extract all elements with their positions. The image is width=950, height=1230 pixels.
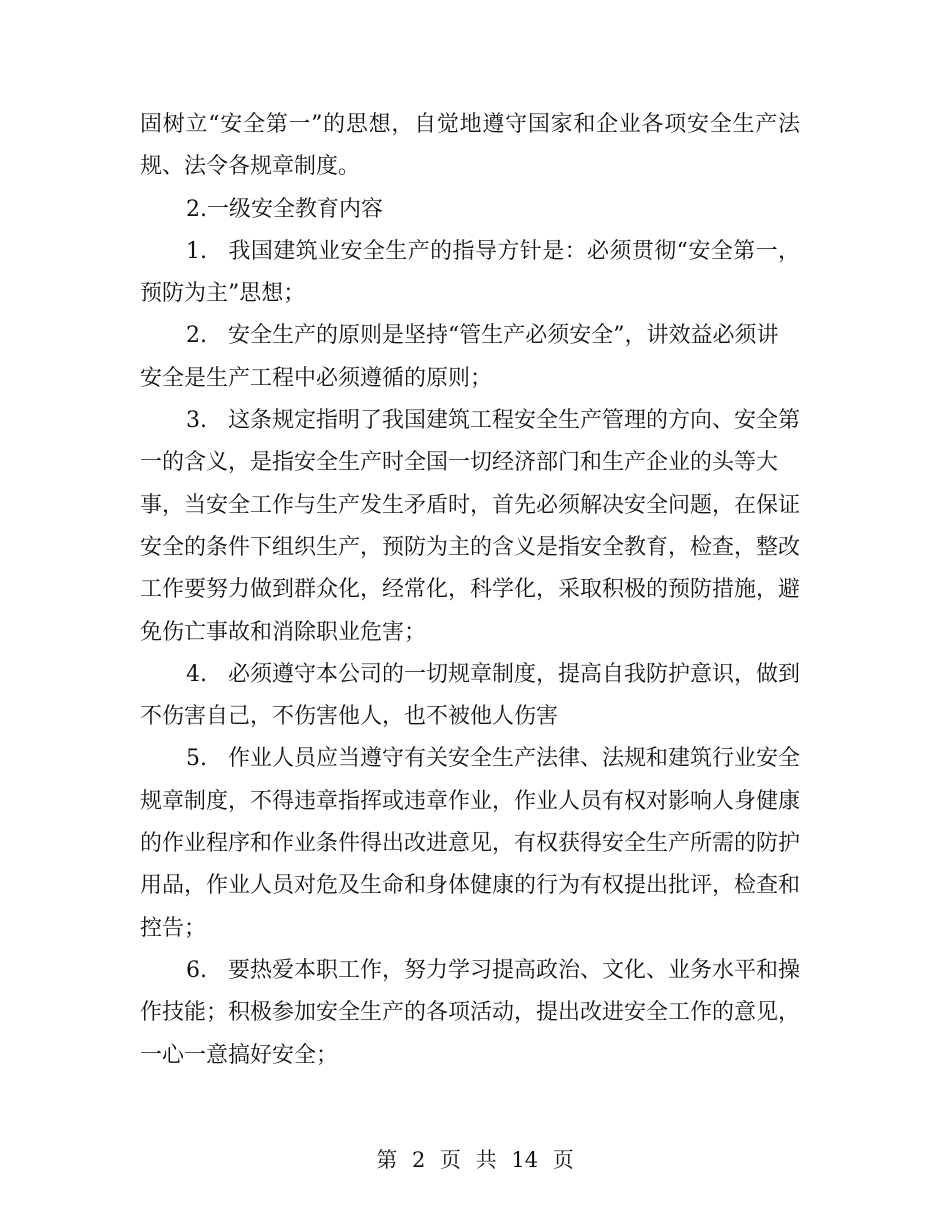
item-number: 6. [186, 957, 207, 983]
text-line: 规、法令各规章制度。 [140, 154, 361, 180]
text-line: 固树立“安全第一”的思想，自觉地遵守国家和企业各项安全生产法 [140, 112, 800, 137]
text-line: 免伤亡事故和消除职业危害； [140, 619, 427, 645]
item-text: 要热爱本职工作，努力学习提高政治、文化、业务水平和操 [228, 957, 801, 983]
text-line: 安全是生产工程中必须遵循的原则； [140, 365, 493, 391]
item-text: 这条规定指明了我国建筑工程安全生产管理的方向、安全第 [228, 408, 801, 434]
item-text: 安全生产的原则是坚持“管生产必须安全”，讲效益必须讲 [228, 323, 779, 349]
text-line: 工作要努力做到群众化，经常化，科学化，采取积极的预防措施，避 [140, 577, 801, 603]
document-body [140, 104, 800, 1077]
text-line: 控告； [140, 915, 207, 941]
text-line: 一心一意搞好安全； [140, 1042, 339, 1068]
list-item-2-line [140, 315, 800, 357]
item-text: 必须遵守本公司的一切规章制度，提高自我防护意识，做到 [228, 661, 801, 687]
list-item-4-line [140, 654, 800, 696]
text-line: 的作业程序和作业条件得出改进意见，有权获得安全生产所需的防护 [140, 831, 801, 857]
text-line: 规章制度，不得违章指挥或违章作业，作业人员有权对影响人身健康 [140, 788, 801, 814]
list-item-5-line [140, 738, 800, 780]
section-heading: 2.一级安全教育内容 [186, 196, 383, 222]
item-text: 作业人员应当遵守有关安全生产法律、法规和建筑行业安全 [228, 746, 801, 772]
text-line: 预防为主”思想； [140, 281, 306, 307]
text-line: 事，当安全工作与生产发生矛盾时，首先必须解决安全问题，在保证 [140, 492, 801, 518]
item-number: 2. [186, 323, 207, 349]
item-number: 4. [186, 661, 207, 687]
list-item-1-line [140, 231, 800, 273]
text-line: 不伤害自己，不伤害他人，也不被他人伤害 [140, 704, 559, 730]
item-text: 我国建筑业安全生产的指导方针是：必须贯彻“安全第一， [228, 238, 800, 264]
item-number: 1. [186, 238, 207, 264]
item-number: 3. [186, 408, 207, 434]
text-line: 一的含义，是指安全生产时全国一切经济部门和生产企业的头等大 [140, 450, 779, 476]
text-line: 用品，作业人员对危及生命和身体健康的行为有权提出批评，检查和 [140, 873, 801, 899]
list-item-3-line [140, 400, 800, 442]
page-footer: 第 2 页 共 14 页 [376, 1148, 574, 1172]
text-line: 安全的条件下组织生产，预防为主的含义是指安全教育，检查，整改 [140, 534, 801, 560]
item-number: 5. [186, 746, 207, 772]
text-line: 作技能；积极参加安全生产的各项活动，提出改进安全工作的意见， [140, 1000, 801, 1026]
list-item-6-line [140, 950, 800, 992]
